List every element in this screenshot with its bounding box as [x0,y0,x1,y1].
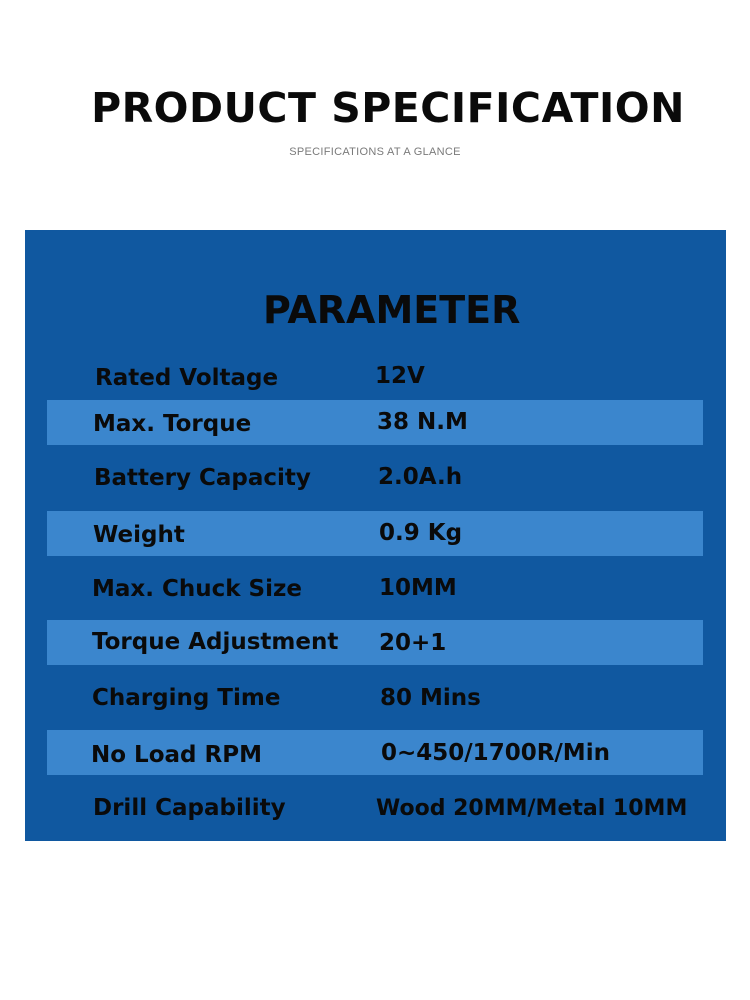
spec-value: 0~450/1700R/Min [381,740,610,766]
parameter-panel [25,230,726,841]
spec-label: Battery Capacity [94,465,311,491]
page-subtitle: SPECIFICATIONS AT A GLANCE [289,146,461,158]
spec-value: 2.0A.h [378,464,463,490]
spec-label: Charging Time [92,685,281,711]
spec-label: Max. Chuck Size [92,576,302,602]
spec-value: 10MM [379,575,457,601]
spec-value: 0.9 Kg [379,520,463,546]
spec-value: 80 Mins [380,685,481,711]
spec-label: Drill Capability [93,795,286,821]
spec-value: 12V [375,363,425,389]
spec-label: Rated Voltage [95,365,279,391]
spec-label: Weight [93,522,185,548]
spec-label: Max. Torque [93,411,252,437]
spec-value: 38 N.M [377,409,468,435]
spec-label: No Load RPM [91,742,262,768]
panel-heading: PARAMETER [263,288,521,332]
spec-label: Torque Adjustment [92,629,339,655]
spec-value: Wood 20MM/Metal 10MM [376,796,688,821]
spec-value: 20+1 [379,630,447,656]
page-title: PRODUCT SPECIFICATION [91,84,685,132]
